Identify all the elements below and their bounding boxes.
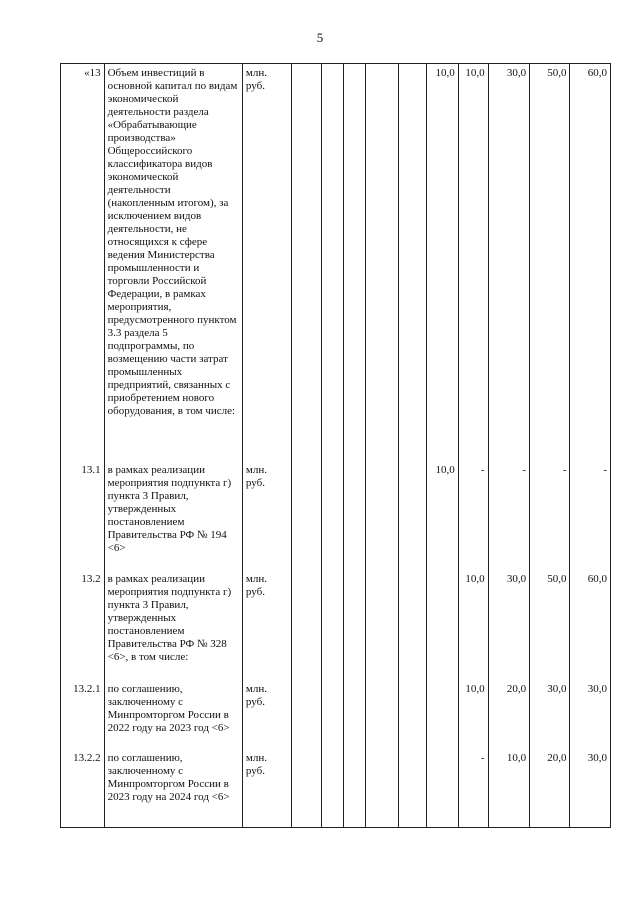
table-row [61, 749, 611, 828]
value-cell [366, 570, 399, 680]
table-row [61, 680, 611, 749]
value-cell [291, 461, 321, 570]
value-cell [426, 749, 458, 828]
value-cell: - [458, 749, 488, 828]
value-cell [343, 461, 365, 570]
value-cell: 20,0 [530, 749, 570, 828]
table-row [61, 461, 611, 570]
indicator-description: по соглашению, заключенному с Минпромторгом России в 2023 году на 2024 год <6> [104, 749, 242, 828]
value-cell: 30,0 [530, 680, 570, 749]
value-cell [321, 64, 343, 461]
value-cell: 10,0 [426, 461, 458, 570]
value-cell: 20,0 [488, 680, 529, 749]
row-number: 13.2.1 [61, 680, 105, 749]
value-cell: 60,0 [570, 570, 611, 680]
table-row [61, 570, 611, 680]
value-cell [426, 680, 458, 749]
value-cell: 50,0 [530, 64, 570, 461]
value-cell [366, 461, 399, 570]
value-cell [366, 64, 399, 461]
indicator-description: по соглашению, заключенному с Минпромторгом России в 2022 году на 2023 год <6> [104, 680, 242, 749]
value-cell [343, 570, 365, 680]
value-cell [343, 749, 365, 828]
value-cell [426, 570, 458, 680]
value-cell: 60,0 [570, 64, 611, 461]
value-cell: 10,0 [458, 570, 488, 680]
indicator-description: в рамках реализации мероприятия подпункта г) пункта 3 Правил, утвержденных постановлением Правительства РФ № 194 <6> [104, 461, 242, 570]
value-cell [321, 570, 343, 680]
value-cell: 30,0 [570, 680, 611, 749]
value-cell: 10,0 [488, 749, 529, 828]
value-cell: - [570, 461, 611, 570]
value-cell: 30,0 [570, 749, 611, 828]
table-row [61, 64, 611, 461]
value-cell [399, 680, 427, 749]
unit-of-measure: млн. руб. [242, 749, 291, 828]
value-cell [291, 570, 321, 680]
value-cell [343, 680, 365, 749]
unit-of-measure: млн. руб. [242, 64, 291, 461]
value-cell: 30,0 [488, 570, 529, 680]
value-cell [366, 680, 399, 749]
value-cell [321, 749, 343, 828]
value-cell [399, 461, 427, 570]
value-cell [291, 64, 321, 461]
unit-of-measure: млн. руб. [242, 680, 291, 749]
unit-of-measure: млн. руб. [242, 570, 291, 680]
value-cell: 50,0 [530, 570, 570, 680]
value-cell [399, 570, 427, 680]
value-cell: 10,0 [458, 64, 488, 461]
value-cell [321, 461, 343, 570]
value-cell [321, 680, 343, 749]
indicators-table [60, 63, 611, 828]
value-cell: 10,0 [426, 64, 458, 461]
page-number: 5 [316, 30, 324, 45]
value-cell [399, 749, 427, 828]
row-number: 13.2 [61, 570, 105, 680]
value-cell [366, 749, 399, 828]
value-cell: - [488, 461, 529, 570]
value-cell [291, 749, 321, 828]
value-cell: - [458, 461, 488, 570]
value-cell [399, 64, 427, 461]
row-number: 13.2.2 [61, 749, 105, 828]
indicator-description: Объем инвестиций в основной капитал по видам экономической деятельности раздела «Обрабатывающие производства» Общероссийского классификатора видов экономической деятельности (накопленным итогом), за исключением видов деятельности, не относящихся к сфере ведения Министерства промышленности и торговли Российской Федерации, в рамках мероприятия, предусмотренного пунктом 3.3 раздела 5 подпрограммы, по возмещению части затрат промышленных предприятий, связанных с приобретением нового оборудования, в том числе: [104, 64, 242, 461]
row-number: 13.1 [61, 461, 105, 570]
indicator-description: в рамках реализации мероприятия подпункта г) пункта 3 Правил, утвержденных постановлением Правительства РФ № 328 <6>, в том числе: [104, 570, 242, 680]
value-cell: 10,0 [458, 680, 488, 749]
value-cell [291, 680, 321, 749]
value-cell: - [530, 461, 570, 570]
value-cell [343, 64, 365, 461]
value-cell: 30,0 [488, 64, 529, 461]
unit-of-measure: млн. руб. [242, 461, 291, 570]
row-number: «13 [61, 64, 105, 461]
